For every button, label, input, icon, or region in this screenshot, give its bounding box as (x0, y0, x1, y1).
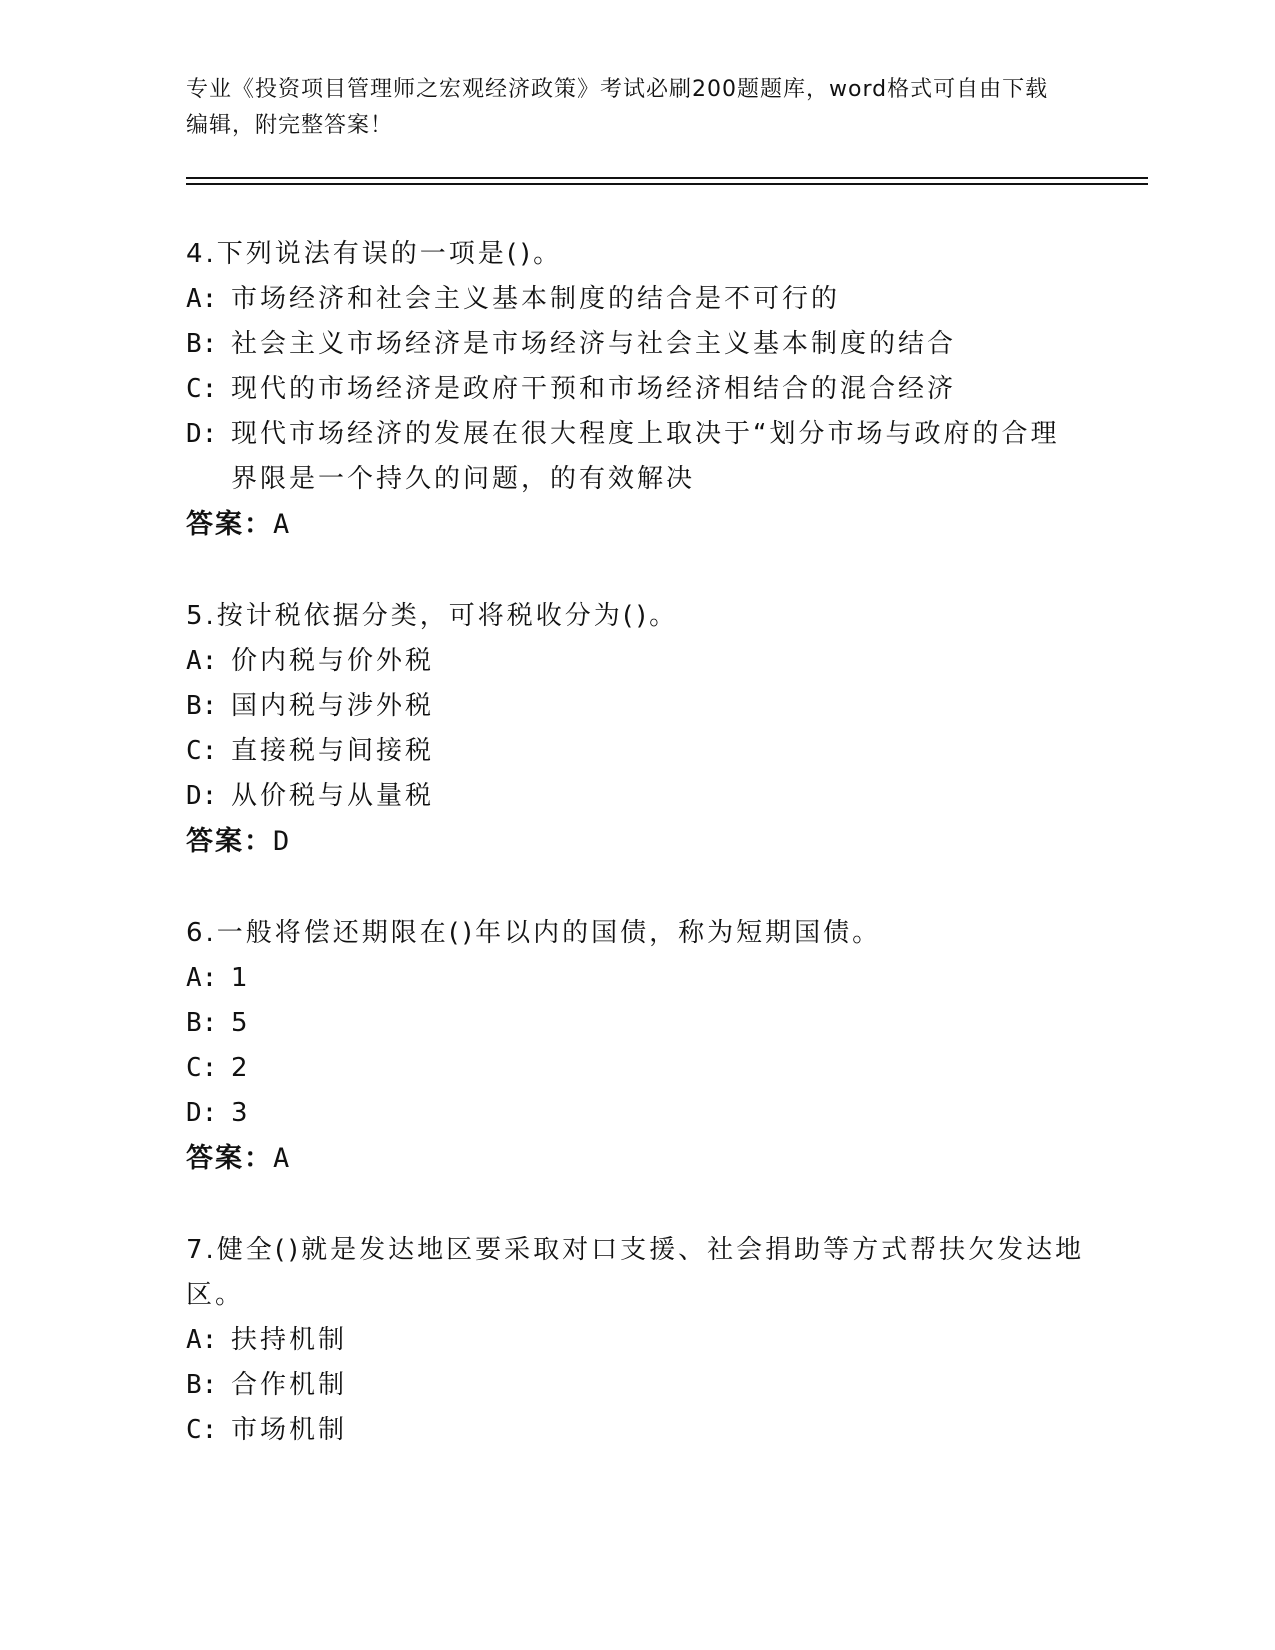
option-text: 社会主义市场经济是市场经济与社会主义基本制度的结合 (231, 329, 957, 359)
option-b (186, 684, 1086, 729)
question-6 (186, 911, 1086, 1182)
option-c (186, 367, 1086, 412)
header-divider-bottom (186, 183, 1148, 185)
option-letter: B: (186, 1008, 218, 1038)
option-a (186, 277, 1086, 322)
answer-line (186, 819, 1086, 865)
option-a (186, 956, 1086, 1001)
header-divider-top (186, 177, 1148, 179)
option-letter: A: (186, 1325, 218, 1355)
option-letter: B: (186, 329, 218, 359)
question-stem: 5.按计税依据分类，可将税收分为()。 (186, 601, 679, 631)
answer-line (186, 1136, 1086, 1182)
question-5 (186, 594, 1086, 865)
option-letter: A: (186, 963, 218, 993)
option-b (186, 1001, 1086, 1046)
answer-value: A (273, 1143, 292, 1174)
option-d (186, 774, 1086, 819)
option-letter: B: (186, 1370, 218, 1400)
option-text: 国内税与涉外税 (231, 691, 435, 721)
option-text: 直接税与间接税 (231, 736, 435, 766)
answer-label: 答案： (186, 509, 273, 540)
question-list (186, 232, 1086, 1499)
option-d (186, 412, 1086, 502)
question-stem: 7.健全()就是发达地区要采取对口支援、社会捐助等方式帮扶欠发达地区。 (186, 1235, 1085, 1310)
option-letter: A: (186, 284, 218, 314)
option-letter: D: (186, 419, 218, 449)
question-7 (186, 1228, 1086, 1453)
option-letter: D: (186, 781, 218, 811)
option-text: 5 (231, 1008, 251, 1038)
option-letter: C: (186, 1053, 218, 1083)
option-a (186, 639, 1086, 684)
option-text: 合作机制 (231, 1370, 348, 1400)
option-text: 价内税与价外税 (231, 646, 435, 676)
option-b (186, 1363, 1086, 1408)
option-text: 现代市场经济的发展在很大程度上取决于“划分市场与政府的合理界限是一个持久的问题，的有效解决 (231, 419, 1060, 494)
option-b (186, 322, 1086, 367)
option-text: 2 (231, 1053, 251, 1083)
option-letter: C: (186, 736, 218, 766)
answer-value: A (273, 509, 292, 540)
question-stem: 6.一般将偿还期限在()年以内的国债，称为短期国债。 (186, 918, 882, 948)
option-text: 扶持机制 (231, 1325, 348, 1355)
option-text: 3 (231, 1098, 251, 1128)
answer-value: D (273, 826, 292, 857)
option-c (186, 729, 1086, 774)
option-text: 市场机制 (231, 1415, 348, 1445)
question-stem: 4.下列说法有误的一项是()。 (186, 239, 563, 269)
option-text: 市场经济和社会主义基本制度的结合是不可行的 (231, 284, 841, 314)
answer-label: 答案： (186, 1143, 273, 1174)
option-text: 从价税与从量税 (231, 781, 435, 811)
option-text: 1 (231, 963, 251, 993)
option-letter: C: (186, 1415, 218, 1445)
answer-label: 答案： (186, 826, 273, 857)
option-c (186, 1046, 1086, 1091)
option-letter: A: (186, 646, 218, 676)
option-letter: C: (186, 374, 218, 404)
question-4 (186, 232, 1086, 548)
option-text: 现代的市场经济是政府干预和市场经济相结合的混合经济 (231, 374, 957, 404)
document-header: 专业《投资项目管理师之宏观经济政策》考试必刷200题题库，word格式可自由下载编辑，附完整答案！ (186, 77, 1049, 138)
option-letter: B: (186, 691, 218, 721)
option-c (186, 1408, 1086, 1453)
option-letter: D: (186, 1098, 218, 1128)
option-a (186, 1318, 1086, 1363)
answer-line (186, 502, 1086, 548)
option-d (186, 1091, 1086, 1136)
